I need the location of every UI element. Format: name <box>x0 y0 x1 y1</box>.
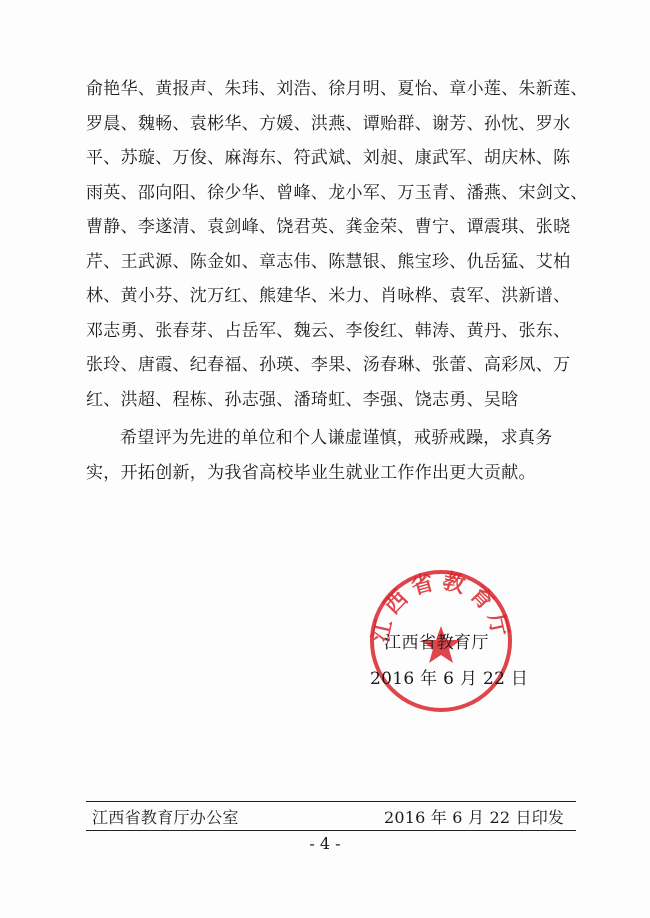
names-line: 邓志勇、张春芽、占岳军、魏云、李俊红、韩涛、黄丹、张东、 <box>86 320 571 341</box>
names-line: 红、洪超、程栋、孙志强、潘琦虹、李强、饶志勇、吴晗 <box>86 389 519 410</box>
signature-date: 2016 年 6 月 22 日 <box>370 669 529 689</box>
footer-issuing-office: 江西省教育厅办公室 <box>92 808 239 827</box>
names-line: 平、苏璇、万俊、麻海东、符武斌、刘昶、康武军、胡庆林、陈 <box>86 148 571 168</box>
names-line: 林、黄小芬、沈万红、熊建华、米力、肖咏桦、袁军、洪新谱、 <box>86 286 571 306</box>
closing-paragraph <box>86 421 576 490</box>
names-line: 俞艳华、黄报声、朱玮、刘浩、徐月明、夏怡、章小莲、朱新莲、 <box>86 79 588 99</box>
names-line: 雨英、邵向阳、徐少华、曾峰、龙小军、万玉青、潘燕、宋剑文、 <box>86 182 588 203</box>
closing-line: 实，开拓创新，为我省高校毕业生就业工作作出更大贡献。 <box>86 462 536 483</box>
closing-line: 希望评为先进的单位和个人谦虚谨慎，戒骄戒躁，求真务 <box>120 428 553 448</box>
names-line: 曹静、李遂清、袁剑峰、饶君英、龚金荣、曹宁、谭震琪、张晓 <box>86 217 571 237</box>
award-names-paragraph <box>86 72 588 417</box>
names-line: 张玲、唐霞、纪春福、孙瑛、李果、汤春琳、张蕾、高彩凤、万 <box>86 355 571 375</box>
names-line: 芹、王武源、陈金如、章志伟、陈慧银、熊宝珍、仇岳猛、艾柏 <box>86 251 571 272</box>
signature-organization: 江西省教育厅 <box>384 633 489 653</box>
footer-bottom-rule <box>86 830 576 831</box>
page-number: - 4 - <box>309 834 341 853</box>
footer-print-date: 2016 年 6 月 22 日印发 <box>384 808 565 827</box>
svg-text:江西省教育厅: 江西省教育厅 <box>368 568 514 645</box>
names-line: 罗晨、魏畅、袁彬华、方媛、洪燕、谭贻群、谢芳、孙忱、罗水 <box>86 113 571 134</box>
footer-top-rule <box>86 801 576 802</box>
